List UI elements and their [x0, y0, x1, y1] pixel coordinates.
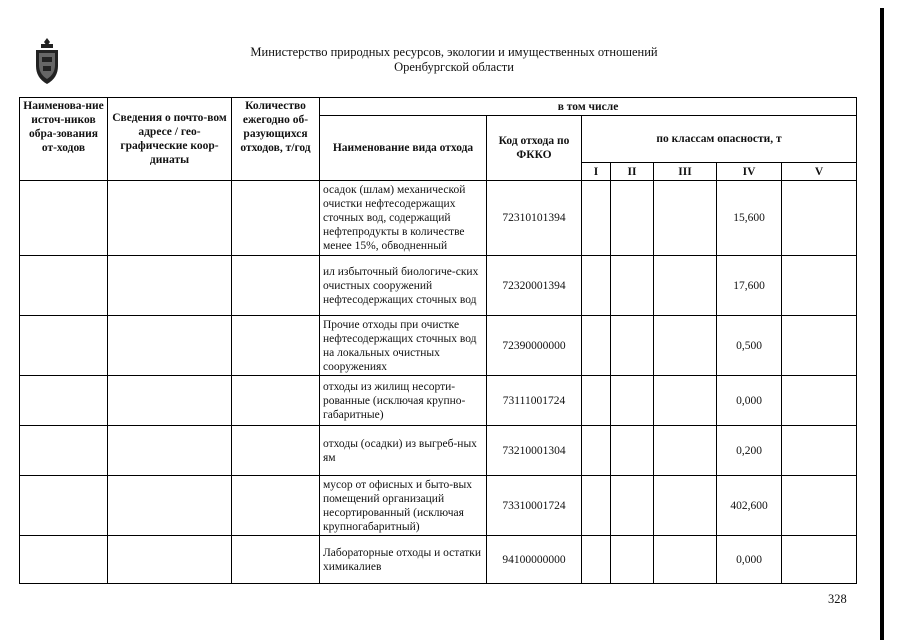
cell-address — [108, 426, 232, 476]
cell-fkko-code: 94100000000 — [487, 536, 582, 584]
cell-address — [108, 536, 232, 584]
cell-quantity — [232, 426, 320, 476]
cell-address — [108, 181, 232, 256]
cell-class-1 — [582, 426, 611, 476]
col-address: Сведения о почто-вом адресе / гео-графические коор-динаты — [108, 98, 232, 181]
cell-address — [108, 476, 232, 536]
cell-quantity — [232, 256, 320, 316]
cell-class-5 — [782, 426, 857, 476]
cell-waste-name: ил избыточный биологиче-ских очистных сооружений нефтесодержащих сточных вод — [320, 256, 487, 316]
page-number: 328 — [828, 592, 847, 606]
region-name: Оренбургской области — [394, 60, 514, 74]
cell-source-name — [20, 426, 108, 476]
cell-class-5 — [782, 316, 857, 376]
cell-class-4: 0,000 — [717, 536, 782, 584]
cell-class-4: 402,600 — [717, 476, 782, 536]
cell-fkko-code: 73111001724 — [487, 376, 582, 426]
table-row — [20, 426, 857, 476]
cell-source-name — [20, 476, 108, 536]
col-including: в том числе — [320, 98, 857, 116]
cell-class-3 — [654, 316, 717, 376]
cell-waste-name: отходы (осадки) из выгреб-ных ям — [320, 426, 487, 476]
cell-class-1 — [582, 256, 611, 316]
cell-class-4: 0,200 — [717, 426, 782, 476]
cell-source-name — [20, 536, 108, 584]
cell-class-5 — [782, 536, 857, 584]
cell-waste-name: Лабораторные отходы и остатки химикалиев — [320, 536, 487, 584]
col-class-3: III — [654, 163, 717, 181]
col-quantity: Количество ежегодно об-разующихся отходов, т/год — [232, 98, 320, 181]
cell-address — [108, 316, 232, 376]
col-waste-name: Наименование вида отхода — [320, 116, 487, 181]
cell-class-3 — [654, 376, 717, 426]
col-class-5: V — [782, 163, 857, 181]
cell-class-2 — [611, 316, 654, 376]
cell-class-2 — [611, 256, 654, 316]
col-hazard-classes: по классам опасности, т — [582, 116, 857, 163]
cell-class-3 — [654, 181, 717, 256]
cell-class-2 — [611, 536, 654, 584]
col-class-1: I — [582, 163, 611, 181]
cell-class-4: 17,600 — [717, 256, 782, 316]
cell-quantity — [232, 316, 320, 376]
cell-class-4: 0,000 — [717, 376, 782, 426]
cell-class-5 — [782, 256, 857, 316]
cell-waste-name: Прочие отходы при очистке нефтесодержащих сточных вод на локальных очистных сооружениях — [320, 316, 487, 376]
cell-quantity — [232, 181, 320, 256]
cell-class-1 — [582, 536, 611, 584]
coat-of-arms-icon — [32, 36, 62, 86]
col-source-name: Наименова-ние источ-ников обра-зования от-ходов — [20, 98, 108, 181]
table-row — [20, 316, 857, 376]
col-class-2: II — [611, 163, 654, 181]
cell-fkko-code: 73310001724 — [487, 476, 582, 536]
cell-source-name — [20, 316, 108, 376]
table-row — [20, 536, 857, 584]
cell-source-name — [20, 256, 108, 316]
col-class-4: IV — [717, 163, 782, 181]
cell-class-2 — [611, 376, 654, 426]
cell-class-5 — [782, 476, 857, 536]
cell-class-1 — [582, 316, 611, 376]
cell-class-4: 0,500 — [717, 316, 782, 376]
table-row — [20, 376, 857, 426]
cell-fkko-code: 72320001394 — [487, 256, 582, 316]
cell-quantity — [232, 476, 320, 536]
cell-class-5 — [782, 181, 857, 256]
cell-fkko-code: 72310101394 — [487, 181, 582, 256]
cell-source-name — [20, 376, 108, 426]
cell-address — [108, 256, 232, 316]
cell-fkko-code: 72390000000 — [487, 316, 582, 376]
cell-class-1 — [582, 476, 611, 536]
cell-class-1 — [582, 376, 611, 426]
document-header — [180, 45, 728, 75]
table-row — [20, 256, 857, 316]
cell-class-3 — [654, 426, 717, 476]
cell-waste-name: осадок (шлам) механической очистки нефтесодержащих сточных вод, содержащий нефтепродукты в количестве менее 15%, обводненный — [320, 181, 487, 256]
cell-class-3 — [654, 536, 717, 584]
cell-class-5 — [782, 376, 857, 426]
table-row — [20, 181, 857, 256]
cell-quantity — [232, 376, 320, 426]
cell-source-name — [20, 181, 108, 256]
cell-class-2 — [611, 181, 654, 256]
cell-fkko-code: 73210001304 — [487, 426, 582, 476]
cell-class-2 — [611, 426, 654, 476]
cell-class-4: 15,600 — [717, 181, 782, 256]
table-row — [20, 476, 857, 536]
ministry-name: Министерство природных ресурсов, экологии и имущественных отношений — [250, 45, 658, 59]
cell-waste-name: мусор от офисных и быто-вых помещений организаций несортированный (исключая крупногабаритный) — [320, 476, 487, 536]
col-fkko-code: Код отхода по ФККО — [487, 116, 582, 181]
cell-waste-name: отходы из жилищ несорти-рованные (исключая крупно-габаритные) — [320, 376, 487, 426]
cell-class-1 — [582, 181, 611, 256]
cell-class-3 — [654, 476, 717, 536]
cell-address — [108, 376, 232, 426]
page-edge-bar — [880, 8, 884, 640]
cell-class-2 — [611, 476, 654, 536]
cell-class-3 — [654, 256, 717, 316]
waste-table — [19, 97, 857, 584]
cell-quantity — [232, 536, 320, 584]
